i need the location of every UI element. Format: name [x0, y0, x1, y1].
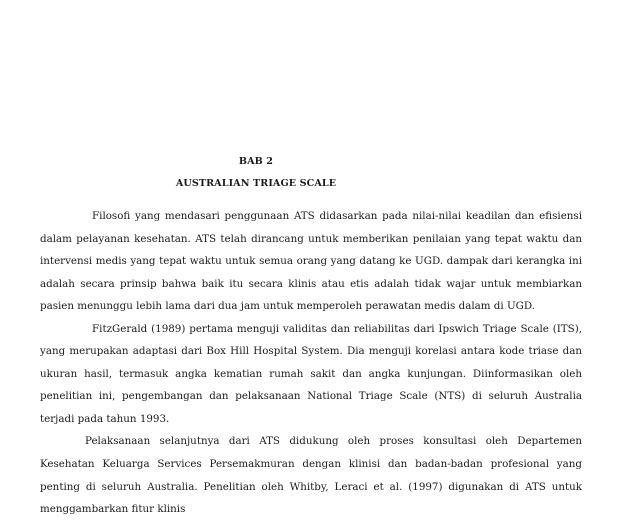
- chapter-number: BAB 2: [238, 156, 274, 167]
- chapter-title: AUSTRALIAN TRIAGE SCALE: [175, 178, 337, 189]
- paragraph-implementation: Pelaksanaan selanjutnya dari ATS didukung oleh proses konsultasi oleh Departemen Kesehatan Keluarga Services Persemakmuran dengan klinisi dan badan-badan profesional yang penting di seluruh Australia. Penelitian oleh Whitby, Leraci et al. (1997) digunakan di ATS untuk menggambarkan fitur klinis: [40, 435, 582, 516]
- paragraph-philosophy: Filosofi yang mendasari penggunaan ATS didasarkan pada nilai-nilai keadilan dan efisiensi dalam pelayanan kesehatan. ATS telah dirancang untuk memberikan penilaian yang tepat waktu dan intervensi medis yang tepat waktu untuk semua orang yang datang ke UGD. dampak dari kerangka ini adalah secara prinsip bahwa baik itu secara klinis atau etis adalah tidak wajar untuk membiarkan pasien menunggu lebih lama dari dua jam untuk memperoleh perawatan medis dalam di UGD.: [40, 210, 582, 313]
- paragraph-fitzgerald: FitzGerald (1989) pertama menguji validitas dan reliabilitas dari Ipswich Triage Scale (ITS), yang merupakan adaptasi dari Box Hill Hospital System. Dia menguji korelasi antara kode triase dan ukuran hasil, termasuk angka kematian rumah sakit dan angka kunjungan. Diinformasikan oleh penelitian ini, pengembangan dan pelaksanaan National Triage Scale (NTS) di seluruh Australia terjadi pada tahun 1993.: [40, 322, 582, 425]
- body-text: [40, 205, 582, 521]
